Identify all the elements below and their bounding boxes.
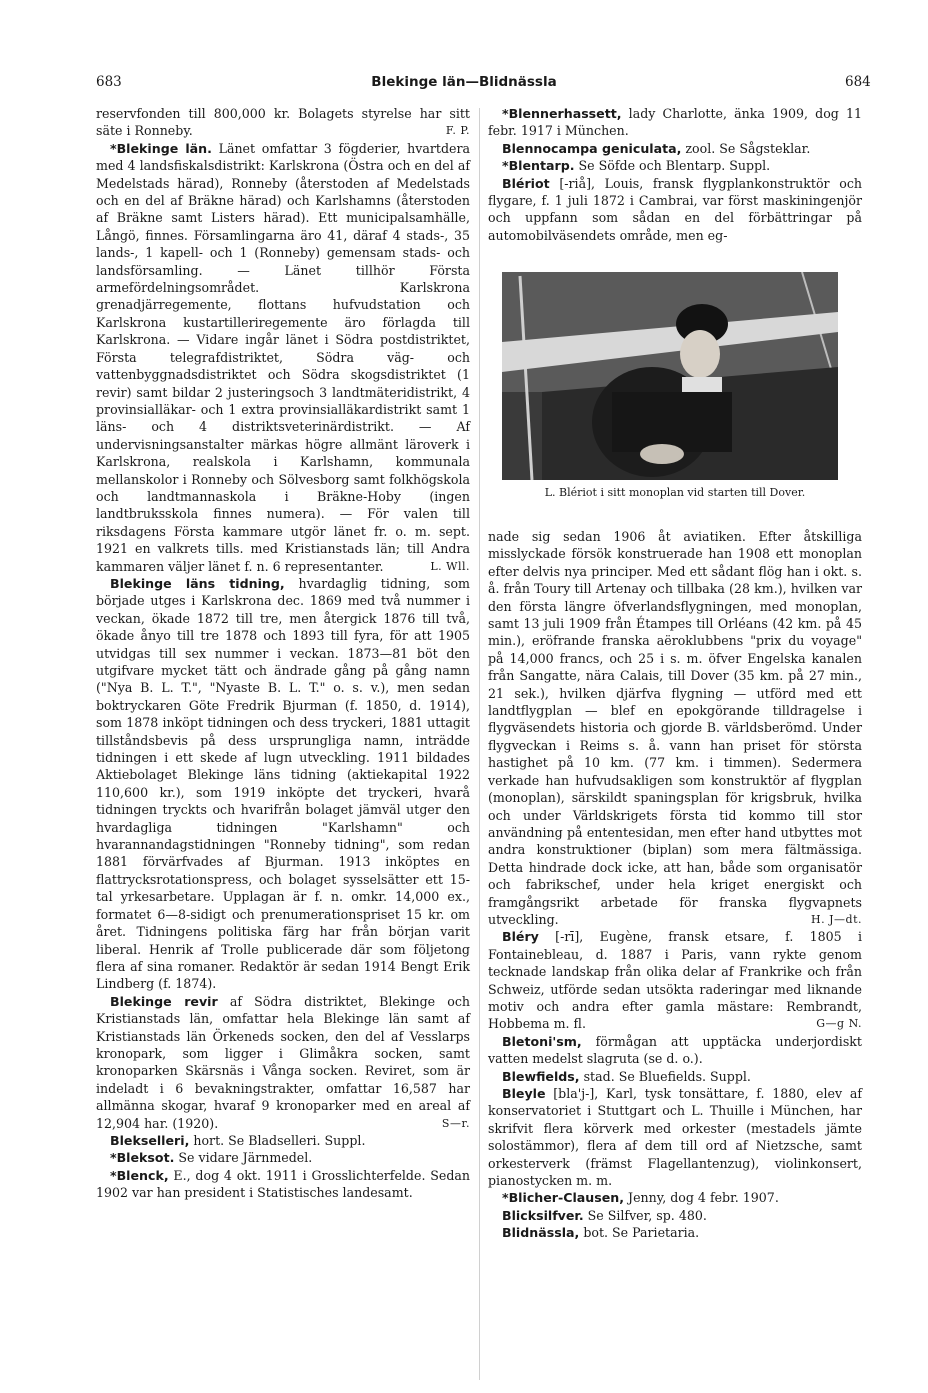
running-title: Blekinge län—Blidnässla (371, 74, 557, 90)
entry-signature: H. J—dt. (811, 912, 862, 926)
entry-headword: Blennocampa geniculata, (502, 140, 682, 156)
entry (488, 928, 862, 1032)
entry-headword: *Blentarp. (502, 158, 575, 174)
entry (488, 175, 862, 245)
bleriot-monoplane-illustration (502, 272, 838, 480)
entry-text: af Södra distriktet, Blekinge och Kristianstads län, omfattar hela Blekinge län samt af Kristianstads län Örkeneds socken, den del af Vesslarps kronopark, som ligger i Glimåkra socken, samt kronoparken Skärsnäs i Vånga socken. Reviret, som är indeladt i 6 bevakningstrakter, omfattar 16,587 har allmänna skogar, hvaraf 9 kronoparker med en areal af 12,904 har. (1920). (96, 993, 470, 1131)
entry-text: E., dog 4 okt. 1911 i Grosslichterfelde. Sedan 1902 var han president i Statistisches landesamt. (96, 1167, 470, 1201)
entry-headword: Blériot (502, 175, 550, 191)
page-number-left: 683 (96, 74, 122, 90)
entry (488, 140, 862, 157)
page-number-right: 684 (845, 74, 871, 90)
entry-text: [-rī], Eugène, fransk etsare, f. 1805 i Fontainebleau, d. 1887 i Paris, vann rykte genom tecknade landskap från olika delar af Frankrike och från Schweiz, utförde sedan utsökta raderingar med liknande motiv och andra efter gamla mästare: Rembrandt, Hobbema m. fl. (488, 929, 862, 1032)
entry-text: stad. Se Bluefields. Suppl. (579, 1068, 751, 1084)
left-column (96, 105, 470, 1202)
entry-headword: Bleyle (502, 1086, 546, 1101)
photo-caption: L. Blériot i sitt monoplan vid starten till Dover. (544, 486, 806, 499)
entry (488, 1033, 862, 1068)
entry (488, 528, 862, 928)
entry-headword: Blekselleri, (110, 1132, 190, 1148)
right-column-top (488, 105, 862, 244)
bleriot-photo (502, 272, 838, 480)
entry-headword: Blicksilfver. (502, 1207, 584, 1223)
entry-signature: F. P. (445, 124, 470, 138)
entry (96, 1149, 470, 1166)
entry-text: [-riå], Louis, fransk flygplankonstruktör och flygare, f. 1 juli 1872 i Cambrai, var först maskiningenjör och uppfann som sådan en del förbättringar på automobilväsendets område, men eg- (488, 175, 862, 243)
entry-text: Se Söfde och Blentarp. Suppl. (574, 158, 771, 174)
entry-text: Se Silfver, sp. 480. (583, 1207, 707, 1223)
entry (488, 1068, 862, 1085)
entry-text: hort. Se Bladselleri. Suppl. (189, 1132, 366, 1148)
entry-headword: Blewfields, (502, 1068, 580, 1084)
entry-headword: Bletoni'sm, (502, 1033, 582, 1049)
entry-text: lady Charlotte, änka 1909, dog 11 febr. 1917 i München. (488, 106, 862, 139)
entry-headword: Blekinge läns tidning, (110, 575, 285, 591)
entry (488, 157, 862, 174)
entry-text: förmågan att upptäcka underjordiskt vatten medelst slagruta (se d. o.). (488, 1033, 862, 1067)
entry-text: bot. Se Parietaria. (579, 1225, 700, 1241)
entry-headword: Bléry (502, 929, 539, 945)
entry (488, 1085, 862, 1189)
entry-signature: S—r. (441, 1116, 470, 1130)
entry (488, 105, 862, 140)
entry (488, 1207, 862, 1224)
entry (96, 575, 470, 993)
entry (488, 1189, 862, 1206)
entry-text: zool. Se Sågsteklar. (681, 140, 811, 156)
entry (488, 1224, 862, 1241)
entry-headword: *Blekinge län. (110, 140, 212, 156)
entry-headword: *Blennerhassett, (502, 106, 622, 121)
column-divider (479, 108, 480, 1380)
entry-text: [bla'j-], Karl, tysk tonsättare, f. 1880, elev af konservatoriet i Stuttgart och L. Thuille i München, har skrifvit flera körverk med orkester (mestadels jämte solostämmor), flera af dem till ord af Nietzsche, samt orkesterverk (främst Flagellantenzug), violinkonsert, pianostycken m. m. (488, 1086, 862, 1189)
entry-text: Jenny, dog 4 febr. 1907. (624, 1190, 779, 1206)
entry-text: Länet omfattar 3 fögderier, hvartdera med 4 landsfiskalsdistrikt: Karlskrona (Östra och en del af Medelstads härad), Ronneby (återstoden af Medelstads och en del af Bräkne härad) och Karlshamns (återstoden af Bräkne samt Listers härad). Ett municipalsamhälle, Långö, finnes. Församlingarna äro 41, däraf 4 stads-, 35 lands-, 1 kapell- och 1 (Ronneby) gemensam stads- och landsförsamling. — Länet tillhör Första armefördelningsområdet. Karlskrona grenadjärregemente, flottans hufvudstation och Karlskrona kustartilleriregemente äro förlagda till Karlskrona. — Vidare ingår länet i Södra postdistriktet, Första telegrafdistriktet, Södra väg- och vattenbyggnadsdistriktet och Södra skogsdistriktet (1 revir) samt bildar 2 justeringsoch 3 landtmäteridistrikt, 4 provinsialläkar- och 1 extra provinsialläkardistrikt samt 1 läns- och 4 distriktsveterinärdistrikt. — Af undervisningsanstalter märkas högre allmänt läroverk i Karlskrona, realskola i Karlshamn, kommunala mellanskolor i Ronneby och Sölvesborg samt folkhögskola och landtmannaskola i Bräkne-Hoby (ingen landtbruksskola finnes numera). — För valen till riksdagens Första kammare utgör länet fr. o. m. sept. 1921 en valkrets tills. med Kristianstads län; till Andra kammaren väljer länet f. n. 6 representanter. (96, 140, 470, 574)
entry-signature: L. Wll. (430, 559, 470, 573)
entry-headword: *Bleksot. (110, 1150, 175, 1166)
entry (96, 1132, 470, 1149)
entry (96, 993, 470, 1132)
entry (96, 1167, 470, 1202)
entry-headword: *Blicher-Clausen, (502, 1190, 625, 1206)
entry-text: reservfonden till 800,000 kr. Bolagets styrelse har sitt säte i Ronneby. (96, 106, 470, 139)
entry-signature: G—g N. (816, 1017, 862, 1031)
entry-text: nade sig sedan 1906 åt aviatiken. Efter åtskilliga misslyckade försök konstruerade han 1908 ett monoplan efter delvis nya principer. Med ett sådant flög han i okt. s. å. från Toury till Artenay och tillbaka (28 km.), hvilken var den första längre öfverlandsflygningen, med monoplan, samt 13 juli 1909 från Étampes till Orléans (42 km. på 45 min.), eröfrande franska aëroklubbens "prix du voyage" på 14,000 francs, och 25 i s. m. öfver Engelska kanalen från Sangatte, nära Calais, till Dover (35 km. på 27 min., 21 sek.), hvilken djärfva flygning — utförd med ett landtflygplan — blef en epokgörande tilldragelse i flygväsendets historia och gjorde B. världsberömd. Under flygveckan i Reims s. å. vann han priset för största hastighet på 10 km. (77 km. i timmen). Sedermera verkade han hufvudsakligen som konstruktör af flygplan (monoplan), särskildt spaningsplan för krigsbruk, hvilka och under Världskrigets första tid kommo till stor användning på ententesidan, men efter hand utbyttes mot andra konstruktioner (biplan) som mera fältmässiga. Detta hindrade dock icke, att han, både som organisatör och fabrikschef, under hela kriget energiskt och framgångsrikt arbetade för franska flygvapnets utveckling. (488, 529, 862, 927)
entry-headword: Blidnässla, (502, 1225, 580, 1241)
entry-text: Se vidare Järnmedel. (174, 1150, 313, 1166)
entry-headword: *Blenck, (110, 1167, 169, 1183)
right-column-bottom (488, 528, 862, 1242)
entry (96, 140, 470, 575)
entry-text: hvardaglig tidning, som började utges i Karlskrona dec. 1869 med två nummer i veckan, ökade 1872 till tre, men återgick 1876 till två, ökade ånyo till tre 1878 och 1893 till fyra, för att 1905 utvidgas till sex nummer i veckan. 1873—81 böt den utgifvare mycket tätt och ändrade gång på gång namn ("Nya B. L. T.", "Nyaste B. L. T." o. s. v.), men sedan boktryckaren Göte Fredrik Bjurman (f. 1850, d. 1914), som 1878 inköpt tidningen och dess tryckeri, 1881 uttagit tillståndsbevis på dess ursprungliga namn, inträdde tidningen i ett skede af lugn utveckling. 1911 bildades Aktiebolaget Blekinge läns tidning (aktiekapital 1922 110,600 kr.), som 1919 inköpte det tryckeri, hvarå tidningen tryckts och hvarifrån bolaget jämväl utger den hvardagliga tidningen "Karlshamn" och hvarannandagstidningen "Ronneby tidning", som redan 1881 förvärfvades af Bjurman. 1913 inköptes en flattrycksrotationspress, och bolaget sysselsätter ett 15-tal yrkesarbetare. Upplagan är f. n. omkr. 14,000 ex., formatet 6—8-sidigt och prenumerationspriset 15 kr. om året. Tidningens politiska färg har från början varit liberal. Henrik af Trolle publicerade där som följetong flera af sina romaner. Redaktör är sedan 1914 Bengt Erik Lindberg (f. 1874). (96, 575, 470, 992)
entry (96, 105, 470, 140)
entry-headword: Blekinge revir (110, 993, 218, 1009)
